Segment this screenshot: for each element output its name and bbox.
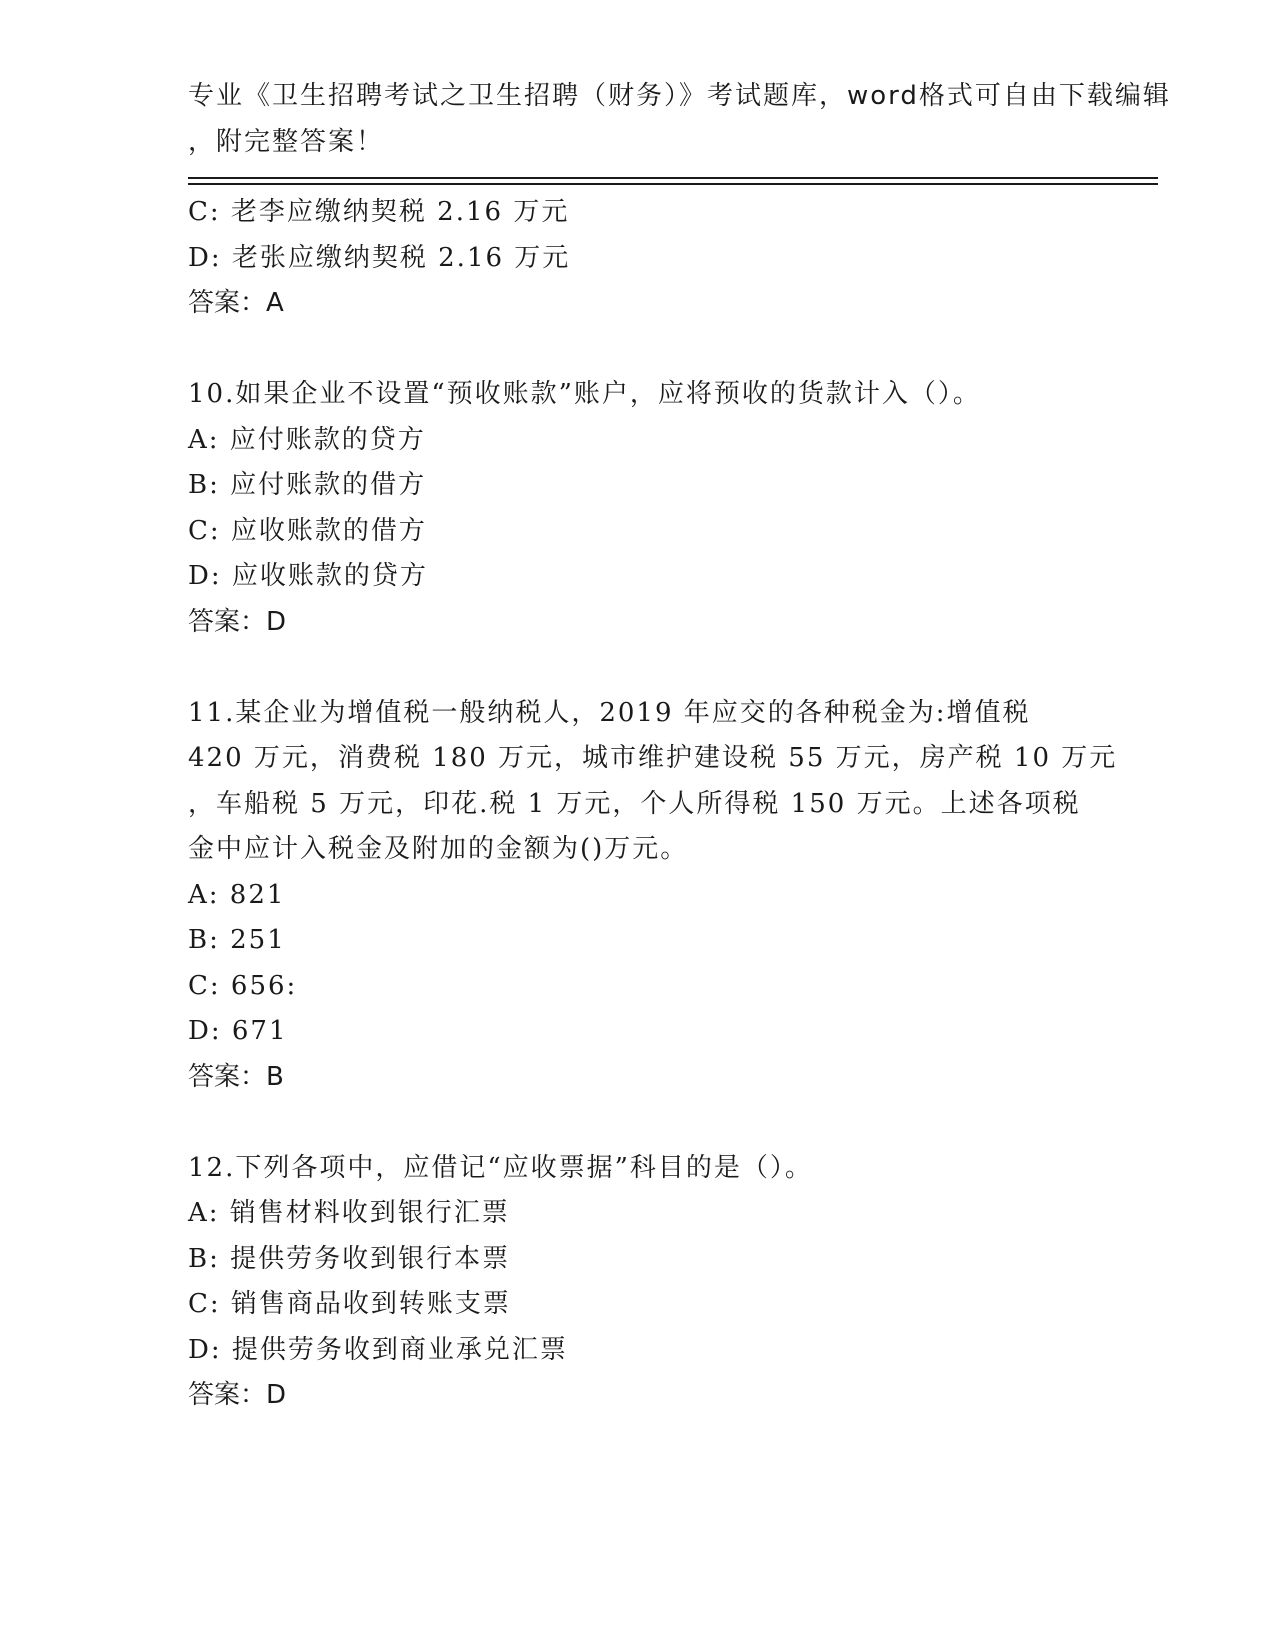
option-d: D: 应收账款的贷方 [188, 561, 428, 591]
document-header [188, 74, 1171, 165]
answer-line: 答案：D [188, 1380, 287, 1410]
header-divider-bottom [188, 183, 1158, 185]
question-10 [188, 372, 1088, 645]
question-11 [188, 691, 1118, 1101]
option-d: D: 提供劳务收到商业承兑汇票 [188, 1334, 568, 1365]
question-stem: 12.下列各项中，应借记“应收票据”科目的是（）。 [188, 1152, 813, 1183]
answer-line: 答案：B [188, 1061, 284, 1092]
question-stem-line-1: 11.某企业为增值税一般纳税人，2019 年应交的各种税金为:增值税 [188, 697, 1031, 728]
option-c: C: 应收账款的借方 [188, 515, 427, 546]
option-a: A: 应付账款的贷方 [188, 424, 426, 455]
header-line-2: ，附完整答案！ [188, 126, 385, 157]
prev-question-block [188, 190, 1088, 327]
header-divider-top [188, 177, 1158, 179]
block-spacer [188, 1100, 1088, 1146]
option-d: D: 老张应缴纳契税 2.16 万元 [188, 242, 571, 273]
option-c: C: 老李应缴纳契税 2.16 万元 [188, 197, 570, 227]
question-stem-line-2: 420 万元，消费税 180 万元，城市维护建设税 55 万元，房产税 10 万元 [188, 743, 1118, 773]
option-a: A: 销售材料收到银行汇票 [188, 1198, 510, 1228]
answer-line: 答案：D [188, 606, 287, 637]
option-a: A: 821 [188, 879, 286, 910]
option-b: B: 251 [188, 925, 286, 955]
option-b: B: 应付账款的借方 [188, 470, 427, 500]
header-line-1: 专业《卫生招聘考试之卫生招聘（财务）》考试题库，word格式可自由下载编辑 [188, 81, 1171, 111]
option-c: C: 销售商品收到转账支票 [188, 1289, 511, 1319]
block-spacer [188, 327, 1088, 373]
answer-line: 答案：A [188, 288, 284, 318]
question-stem: 10.如果企业不设置“预收账款”账户，应将预收的货款计入（）。 [188, 379, 981, 409]
option-b: B: 提供劳务收到银行本票 [188, 1243, 511, 1274]
question-12 [188, 1146, 1088, 1419]
option-c: C: 656: [188, 970, 298, 1001]
block-spacer [188, 645, 1088, 691]
question-stem-line-4: 金中应计入税金及附加的金额为()万元。 [188, 834, 689, 864]
question-content [188, 190, 1118, 1419]
question-stem-line-3: ，车船税 5 万元，印花.税 1 万元，个人所得税 150 万元。上述各项税 [188, 788, 1081, 819]
option-d: D: 671 [188, 1016, 288, 1046]
